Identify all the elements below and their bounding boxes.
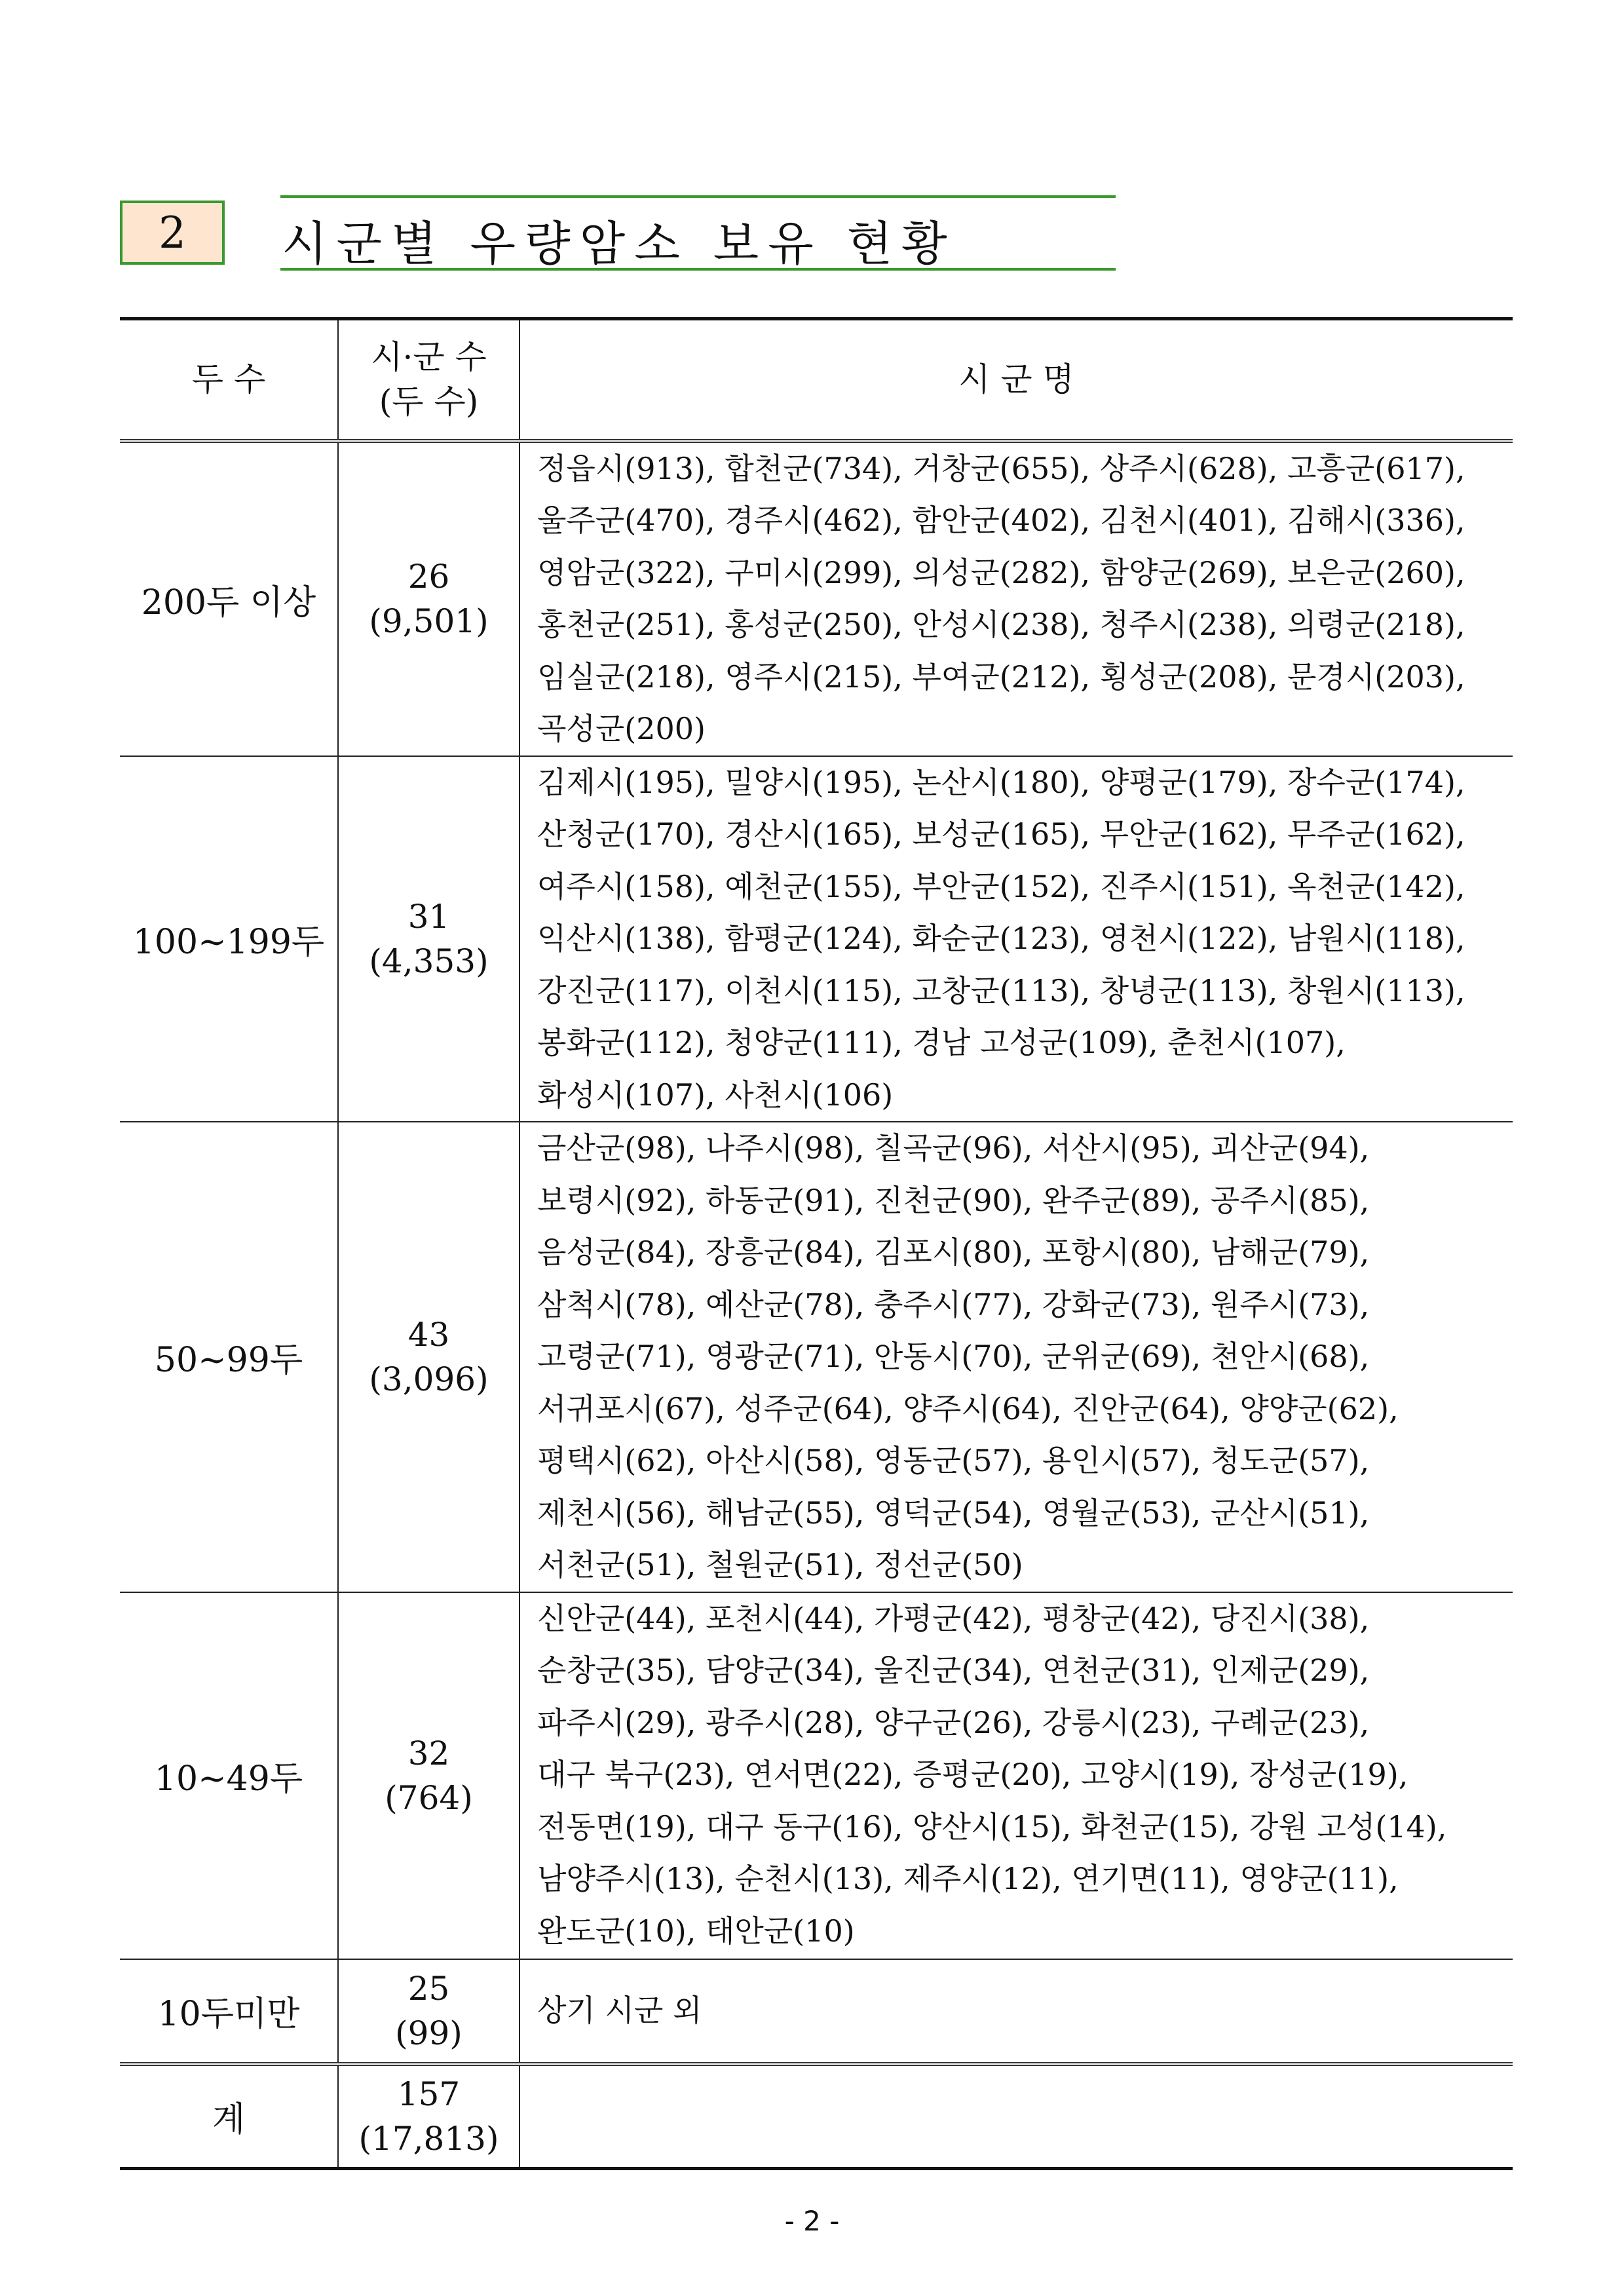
row-region-names: 금산군(98), 나주시(98), 칠곡군(96), 서산시(95), 괴산군(94), 보령시(92), 하동군(91), 진천군(90), 완주군(89), 공주시(85), 음성군(84), 장흥군(84), 김포시(80), 포항시(80), 남해군(79), 삼척시(78), 예산군(78), 충주시(77), 강화군(73), 원주시(73), 고령군(71), 영광군(71), 안동시(70), 군위군(69), 천안시(68), 서귀포시(67), 성주군(64), 양주시(64), 진안군(64), 양양군(62), 평택시(62), 아산시(58), 영동군(57), 용인시(57), 청도군(57), 제천시(56), 해남군(55), 영덕군(54), 영월군(53), 군산시(51), 서천군(51), 철원군(51), 정선군(50) [519, 1122, 1513, 1592]
total-count: 157 (17,813) [338, 2064, 519, 2169]
total-region-names [519, 2064, 1513, 2169]
table-row [120, 756, 1513, 1122]
page-number: - 2 - [784, 2205, 840, 2237]
row-region-names: 상기 시군 외 [519, 1959, 1513, 2064]
header-region-count: 시·군 수 (두 수) [338, 319, 519, 441]
total-category: 계 [120, 2064, 338, 2169]
section-title: 시군별 우량암소 보유 현황 [282, 216, 956, 271]
section-title-box [280, 195, 1116, 271]
table-header-row [120, 319, 1513, 441]
table-row [120, 1122, 1513, 1592]
row-region-names: 정읍시(913), 합천군(734), 거창군(655), 상주시(628), 고흥군(617), 울주군(470), 경주시(462), 함안군(402), 김천시(401), 김해시(336), 영암군(322), 구미시(299), 의성군(282), 함양군(269), 보은군(260), 홍천군(251), 홍성군(250), 안성시(238), 청주시(238), 의령군(218), 임실군(218), 영주시(215), 부여군(212), 횡성군(208), 문경시(203), 곡성군(200) [519, 441, 1513, 756]
row-count: 26 (9,501) [338, 441, 519, 756]
row-count: 32 (764) [338, 1592, 519, 1959]
section-number: 2 [159, 207, 186, 258]
herd-status-table [120, 317, 1513, 2170]
table-row [120, 1592, 1513, 1959]
row-category: 50~99두 [120, 1122, 338, 1592]
header-heads: 두 수 [120, 319, 338, 441]
row-region-names: 신안군(44), 포천시(44), 가평군(42), 평창군(42), 당진시(38), 순창군(35), 담양군(34), 울진군(34), 연천군(31), 인제군(29), 파주시(29), 광주시(28), 양구군(26), 강릉시(23), 구례군(23), 대구 북구(23), 연서면(22), 증평군(20), 고양시(19), 장성군(19), 전동면(19), 대구 동구(16), 양산시(15), 화천군(15), 강원 고성(14), 남양주시(13), 순천시(13), 제주시(12), 연기면(11), 영양군(11), 완도군(10), 태안군(10) [519, 1592, 1513, 1959]
row-category: 10~49두 [120, 1592, 338, 1959]
table-row [120, 441, 1513, 756]
row-count: 43 (3,096) [338, 1122, 519, 1592]
row-count: 25 (99) [338, 1959, 519, 2064]
section-header [120, 195, 1116, 271]
section-number-box [120, 201, 225, 265]
row-category: 10두미만 [120, 1959, 338, 2064]
table-total-row [120, 2064, 1513, 2169]
table-row [120, 1959, 1513, 2064]
row-region-names: 김제시(195), 밀양시(195), 논산시(180), 양평군(179), 장수군(174), 산청군(170), 경산시(165), 보성군(165), 무안군(162), 무주군(162), 여주시(158), 예천군(155), 부안군(152), 진주시(151), 옥천군(142), 익산시(138), 함평군(124), 화순군(123), 영천시(122), 남원시(118), 강진군(117), 이천시(115), 고창군(113), 창녕군(113), 창원시(113), 봉화군(112), 청양군(111), 경남 고성군(109), 춘천시(107), 화성시(107), 사천시(106) [519, 756, 1513, 1122]
row-count: 31 (4,353) [338, 756, 519, 1122]
row-category: 200두 이상 [120, 441, 338, 756]
header-region-names: 시 군 명 [519, 319, 1513, 441]
row-category: 100~199두 [120, 756, 338, 1122]
